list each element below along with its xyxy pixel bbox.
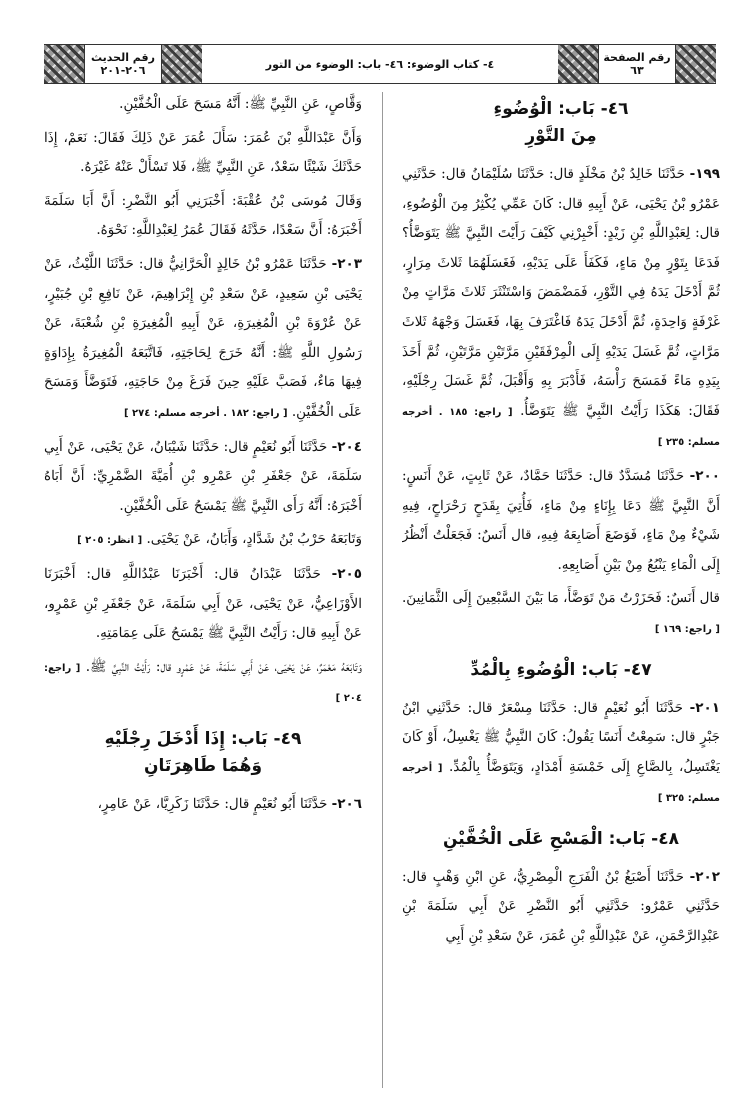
column-divider [382, 92, 383, 1088]
hadith-200-text: حَدَّثَنَا مُسَدَّدٌ قال: حَدَّثَنَا حَمَّادٌ، عَنْ ثَابِتٍ، عَنْ أَنَسٍ: أَنَّ النَّبِيَّ ﷺ دَعَا بِإِنَاءٍ مِنْ مَاءٍ، فَأُتِيَ بِقَدَحٍ رَحْرَاحٍ، فِيهِ شَيْءٌ مِنْ مَاءٍ، فَوَضَعَ أَصَابِعَهُ فِيهِ، قال أَنَسٌ: فَجَعَلْتُ أَنْظُرُ إِلَى الْمَاءِ يَنْبُعُ مِنْ بَيْنِ أَصَابِعِهِ. [402, 467, 720, 573]
chapter-49-heading [44, 726, 362, 780]
ornament-right [676, 45, 716, 83]
page-header [44, 44, 716, 84]
right-column [402, 90, 720, 1090]
hadith-201-number: ٢٠١- [689, 699, 720, 716]
chapter-47-heading: ٤٧- بَاب: الْوُضُوءِ بِالْمُدِّ [470, 659, 652, 680]
hadith-205-text: حَدَّثَنَا عَبْدَانُ قال: أَخْبَرَنَا عَبْدُاللَّهِ قال: أَخْبَرَنَا الأَوْزَاعِيُّ، عَنْ يَحْيَى، عَنْ أَبِي سَلَمَةَ، عَنْ جَعْفَرِ بْنِ عَمْرٍو، عَنْ أَبِيهِ قال: رَأَيْتُ النَّبِيَّ ﷺ يَمْسَحُ عَلَى عِمَامَتِهِ. [44, 565, 362, 642]
hadith-199-number: ١٩٩- [689, 166, 720, 182]
hadith-202-number: ٢٠٢- [689, 868, 720, 885]
hadith-200-ref: [ راجع: ١٦٩ ] [654, 623, 720, 635]
left-column [44, 90, 362, 1090]
hadith-202 [402, 863, 720, 952]
chapter-48-heading: ٤٨- بَاب: الْمَسْحِ عَلَى الْخُفَّيْنِ [443, 828, 679, 849]
hadith-200-note [402, 584, 720, 644]
hadith-200-text2: قال أَنَسٌ: فَحَزَرْتُ مَنْ تَوَضَّأَ، مَا بَيْنَ السَّبْعِينَ إِلَى الثَّمَانِينَ. [402, 590, 720, 607]
hadith-205-number: ٢٠٥- [331, 565, 362, 582]
hadith-204-text: حَدَّثَنَا أَبُو نُعَيْمٍ قال: حَدَّثَنَا شَيْبَانُ، عَنْ يَحْيَى، عَنْ أَبِي سَلَمَةَ، عَنْ جَعْفَرِ بْنِ عَمْرِو بْنِ أُمَيَّةَ الضَّمْرِيِّ: أَنَّ أَبَاهُ أَخْبَرَهُ: أَنَّهُ رَأَى النَّبِيَّ ﷺ يَمْسَحُ عَلَى الْخُفَّيْنِ. [44, 438, 362, 514]
hadith-203-ref: [ راجع: ١٨٢ . أخرجه مسلم: ٢٧٤ ] [123, 407, 288, 419]
page-label: رقم الصفحة [603, 51, 671, 64]
hadith-206 [44, 790, 362, 820]
hadith-203 [44, 250, 362, 429]
hadith-204 [44, 433, 362, 522]
hadith-range: ٢٠٦-٢٠١ [100, 64, 146, 77]
hadith-202-cont-text2: وَأَنَّ عَبْدَاللَّهِ بْنَ عُمَرَ: سَأَلَ عُمَرَ عَنْ ذَلِكَ فَقَالَ: نَعَمْ، إِذَا حَدَّثَكَ شَيْئًا سَعْدٌ، عَنِ النَّبِيِّ ﷺ، فَلا تَسْأَلْ عَنْهُ غَيْرَهُ. [44, 129, 362, 176]
hadith-206-number: ٢٠٦- [331, 795, 362, 812]
hadith-205-text2: وَتَابَعَهُ مَعْمَرٌ، عَنْ يَحْيَى، عَنْ أَبِي سَلَمَةَ، عَنْ عَمْرٍو قال: رَأَيْتُ النَّبِيَّ ﷺ. [85, 658, 362, 675]
hadith-205-note [44, 653, 362, 714]
hadith-204-ref: [ انظر: ٢٠٥ ] [77, 535, 143, 547]
hadith-205-ref: [ راجع: ٢٠٤ ] [44, 662, 362, 705]
hadith-201-text: حَدَّثَنَا أَبُو نُعَيْمٍ قال: حَدَّثَنَا مِسْعَرٌ قال: حَدَّثَنِي ابْنُ جَبْرٍ قال: سَمِعْتُ أَنَسًا يَقُولُ: كَانَ النَّبِيُّ ﷺ يَغْسِلُ، أَوْ كَانَ يَغْتَسِلُ، بِالصَّاعِ إِلَى خَمْسَةِ أَمْدَادٍ، وَيَتَوَضَّأُ بِالْمُدِّ. [402, 699, 720, 775]
page-number: ٦٣ [630, 64, 644, 77]
ornament-left-inner [162, 45, 202, 83]
hadith-202-cont-text3: وَقَالَ مُوسَى بْنُ عُقْبَةَ: أَخْبَرَنِي أَبُو النَّضْرِ: أَنَّ أَبَا سَلَمَةَ أَخْبَرَهُ: أَنَّ سَعْدًا، حَدَّثَهُ فَقَالَ عُمَرُ لِعَبْدِاللَّهِ: نَحْوَهُ. [44, 192, 362, 239]
hadith-203-number: ٢٠٣- [331, 255, 362, 272]
hadith-199 [402, 160, 720, 458]
hadith-label: رقم الحديث [91, 51, 155, 64]
running-title: ٤- كتاب الوضوء: ٤٦- باب: الوضوء من التور [265, 57, 495, 71]
ornament-right-inner [558, 45, 598, 83]
chapter-46-heading [402, 96, 720, 150]
chapter-49-line1: ٤٩- بَاب: إِذَا أَدْخَلَ رِجْلَيْهِ [104, 728, 302, 749]
hadith-200 [402, 462, 720, 580]
hadith-204-note [44, 525, 362, 556]
hadith-200-number: ٢٠٠- [689, 467, 720, 484]
hadith-202-cont-text: وَقَّاصٍ، عَنِ النَّبِيِّ ﷺ: أَنَّهُ مَسَحَ عَلَى الْخُفَّيْنِ. [119, 96, 362, 112]
hadith-203-text: حَدَّثَنَا عَمْرُو بْنُ خَالِدٍ الْحَرَّانِيُّ قال: حَدَّثَنَا اللَّيْثُ، عَنْ يَحْيَى بْنِ سَعِيدٍ، عَنْ سَعْدِ بْنِ إِبْرَاهِيمَ، عَنْ نَافِعِ بْنِ جُبَيْرٍ، عَنْ عُرْوَةَ بْنِ الْمُغِيرَةِ، عَنْ أَبِيهِ الْمُغِيرَةِ بْنِ شُعْبَةَ، عَنْ رَسُولِ اللَّهِ ﷺ: أَنَّهُ خَرَجَ لِحَاجَتِهِ، فَاتَّبَعَهُ الْمُغِيرَةُ بِإِدَاوَةٍ فِيهَا مَاءٌ، فَصَبَّ عَلَيْهِ حِينَ فَرَغَ مِنْ حَاجَتِهِ، فَتَوَضَّأَ وَمَسَحَ عَلَى الْخُفَّيْنِ. [44, 255, 362, 420]
hadith-201-ref: [ أخرجه مسلم: ٣٢٥ ] [402, 762, 720, 805]
ornament-left [44, 45, 84, 83]
chapter-49-line2: وَهُمَا طَاهِرَتَانِ [143, 755, 263, 776]
hadith-205 [44, 560, 362, 649]
hadith-202-note2 [44, 187, 362, 246]
page-number-box [598, 45, 676, 83]
hadith-199-text: حَدَّثَنَا خَالِدُ بْنُ مَخْلَدٍ قال: حَدَّثَنَا سُلَيْمَانُ قال: حَدَّثَنِي عَمْرُو بْنُ يَحْيَى، عَنْ أَبِيهِ قال: كَانَ عَمِّي يُكْثِرُ مِنَ الْوُضُوءِ، قال: لِعَبْدِاللَّهِ بْنِ زَيْدٍ: أَخْبِرْنِي كَيْفَ رَأَيْتَ النَّبِيَّ ﷺ يَتَوَضَّأُ؟ فَدَعَا بِتَوْرٍ مِنْ مَاءٍ، فَكَفَأَ عَلَى يَدَيْهِ، فَغَسَلَهُمَا ثَلاثَ مِرَارٍ، ثُمَّ أَدْخَلَ يَدَهُ فِي التَّوْرِ، فَمَضْمَضَ وَاسْتَنْثَرَ ثَلاثَ مَرَّاتٍ مِنْ غَرْفَةٍ وَاحِدَةٍ، ثُمَّ أَدْخَلَ يَدَهُ فَاغْتَرَفَ بِهَا، فَغَسَلَ وَجْهَهُ ثَلاثَ مَرَّاتٍ، ثُمَّ غَسَلَ يَدَيْهِ إِلَى الْمِرْفَقَيْنِ مَرَّتَيْنِ مَرَّتَيْنِ، ثُمَّ أَخَذَ بِيَدِهِ مَاءً فَمَسَحَ رَأْسَهُ، فَأَدْبَرَ بِهِ وَأَقْبَلَ، ثُمَّ غَسَلَ رِجْلَيْهِ، فَقَالَ: هَكَذَا رَأَيْتُ النَّبِيَّ ﷺ يَتَوَضَّأُ. [402, 166, 720, 419]
hadith-204-number: ٢٠٤- [331, 438, 362, 455]
hadith-201 [402, 694, 720, 814]
hadith-202-note1 [44, 124, 362, 183]
hadith-204-text2: وَتَابَعَهُ حَرْبُ بْنُ شَدَّادٍ، وَأَبَانُ، عَنْ يَحْيَى. [146, 531, 362, 548]
hadith-202-continued [44, 90, 362, 120]
hadith-number-box [84, 45, 162, 83]
hadith-199-ref: [ راجع: ١٨٥ . أخرجه مسلم: ٢٣٥ ] [402, 406, 720, 449]
hadith-206-text: حَدَّثَنَا أَبُو نُعَيْمٍ قال: حَدَّثَنَا زَكَرِيَّا، عَنْ عَامِرٍ، [97, 795, 328, 812]
hadith-202-text: حَدَّثَنَا أَصْبَغُ بْنُ الْفَرَجِ الْمِصْرِيُّ، عَنِ ابْنِ وَهْبٍ قال: حَدَّثَنِي عَمْرٌو: حَدَّثَنِي أَبُو النَّضْرِ عَنْ أَبِي سَلَمَةَ بْنِ عَبْدِالرَّحْمَنِ، عَنْ عَبْدِاللَّهِ بْنِ عُمَرَ، عَنْ سَعْدِ بْنِ أَبِي [402, 868, 720, 945]
chapter-46-line2: مِنَ التَّوْرِ [525, 126, 597, 146]
chapter-46-line1: ٤٦- بَاب: الْوُضُوءِ [493, 99, 629, 119]
